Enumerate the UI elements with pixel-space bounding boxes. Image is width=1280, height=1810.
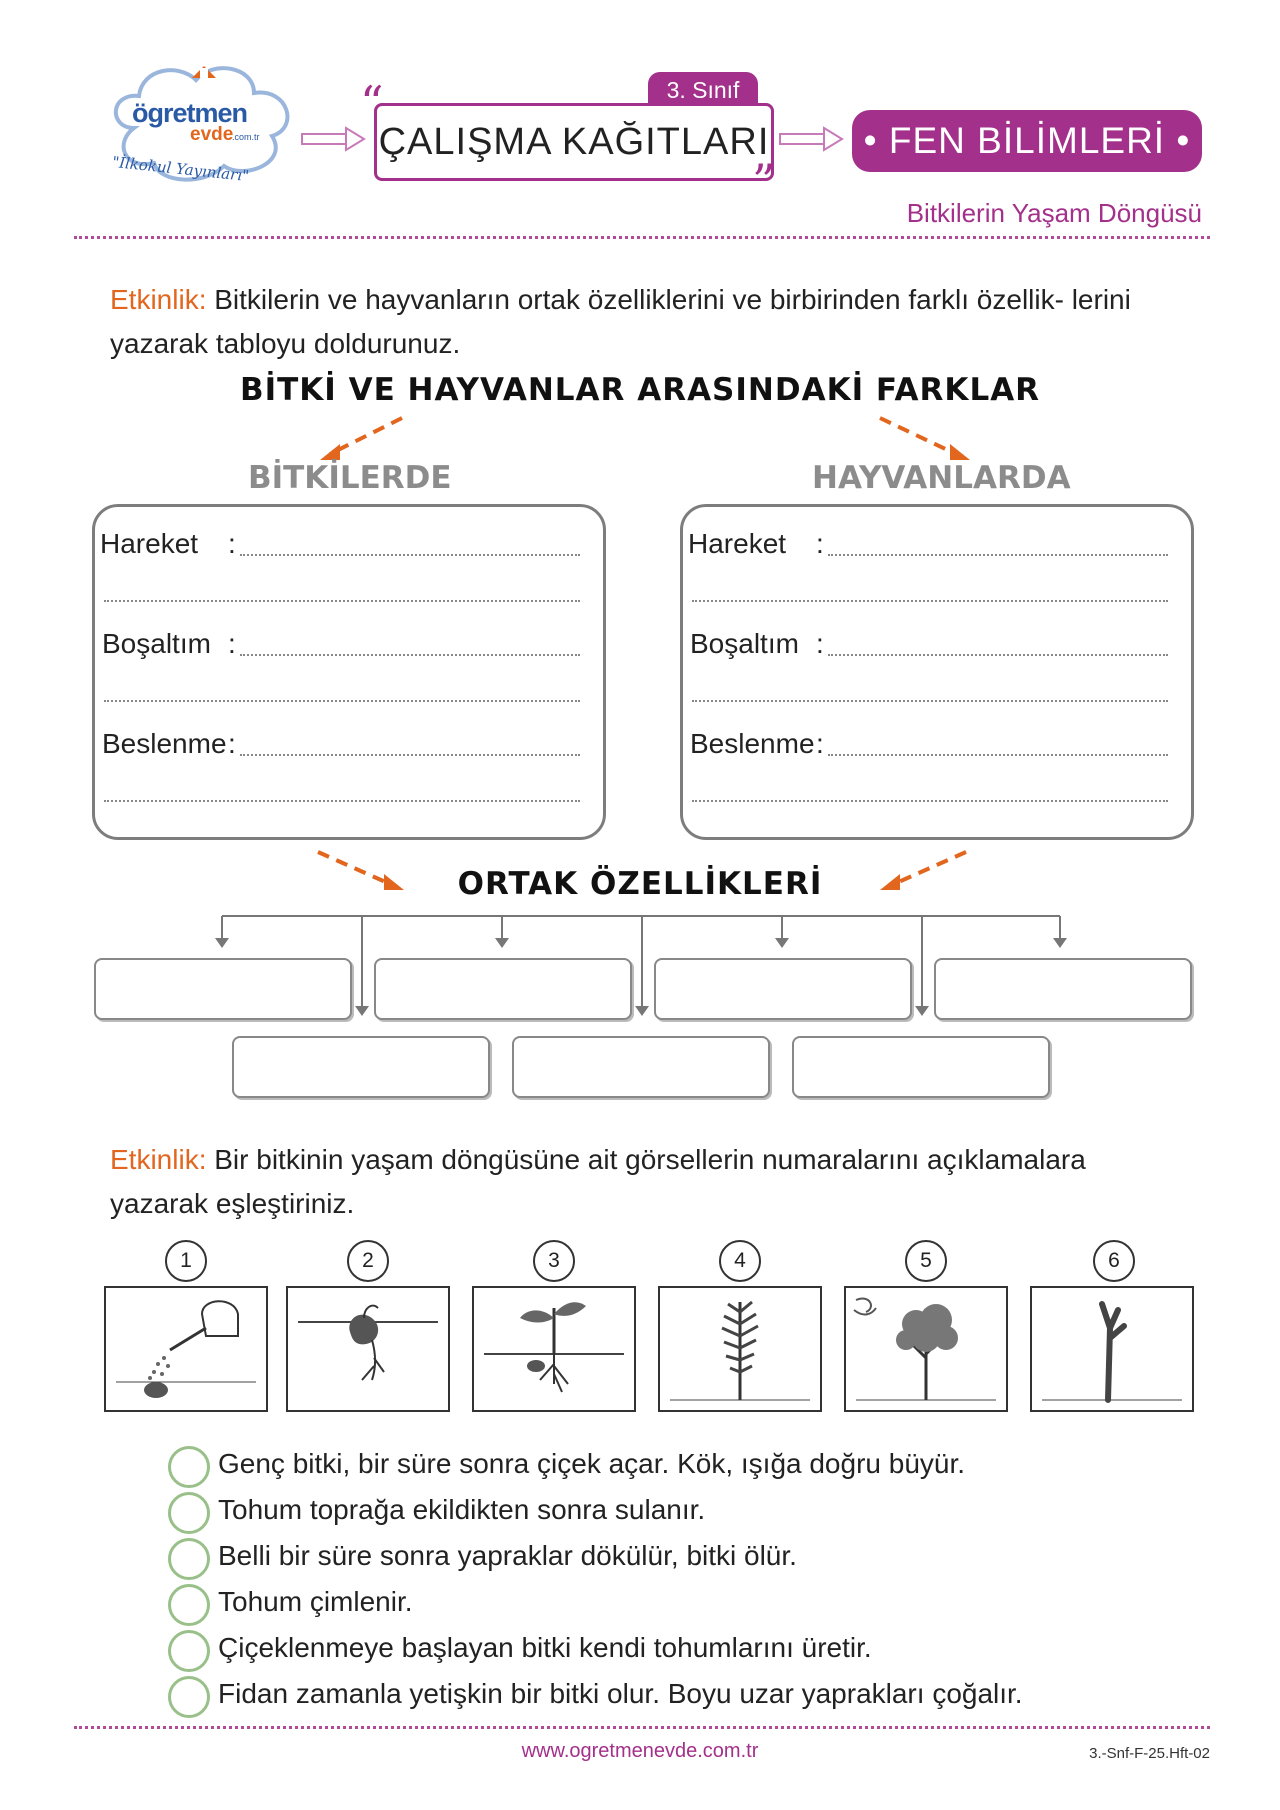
answer-line[interactable] — [828, 754, 1168, 756]
answer-line[interactable] — [240, 554, 580, 556]
logo-word-evde: evde — [190, 124, 234, 145]
row-label-excretion: Boşaltım — [690, 628, 799, 659]
statement-text: Belli bir süre sonra yapraklar dökülür, bitki ölür. — [218, 1540, 797, 1571]
common-feature-box[interactable] — [792, 1036, 1050, 1098]
plants-column-title: BİTKİLERDE — [248, 460, 452, 496]
topic-title: Bitkilerin Yaşam Döngüsü — [906, 198, 1202, 228]
activity-label: Etkinlik: — [110, 1144, 207, 1175]
activity-text: Bir bitkinin yaşam döngüsüne ait görsellerin numaralarını açıklamalara yazarak eşleştiriniz. — [110, 1144, 1086, 1219]
colon: : — [816, 528, 824, 559]
germinating-seed-icon — [288, 1288, 448, 1410]
common-feature-box[interactable] — [512, 1036, 770, 1098]
life-cycle-image-6 — [1030, 1286, 1194, 1412]
life-cycle-image-5 — [844, 1286, 1008, 1412]
row-label-nutrition: Beslenme — [690, 728, 815, 759]
arrow-right-icon — [778, 126, 844, 152]
row-label-excretion: Boşaltım — [102, 628, 211, 659]
young-plant-icon — [660, 1288, 820, 1410]
colon: : — [228, 728, 236, 759]
life-cycle-image-2 — [286, 1286, 450, 1412]
statement-text: Genç bitki, bir süre sonra çiçek açar. Kök, ışığa doğru büyür. — [218, 1448, 966, 1479]
animals-column-title: HAYVANLARDA — [812, 460, 1071, 496]
answer-line[interactable] — [104, 800, 580, 802]
answer-line[interactable] — [692, 800, 1168, 802]
differences-heading: BİTKİ VE HAYVANLAR ARASINDAKİ FARKLAR — [239, 372, 1041, 408]
quote-close-icon: ” — [752, 154, 776, 208]
grade-tab: 3. Sınıf — [648, 72, 758, 106]
common-feature-box[interactable] — [232, 1036, 490, 1098]
statement-text: Tohum çimlenir. — [218, 1586, 413, 1617]
footer-code: 3.-Snf-F-25.Hft-02 — [1089, 1745, 1210, 1762]
dashed-arrow-icon — [870, 410, 980, 466]
statement-text: Çiçeklenmeye başlayan bitki kendi tohumlarını üretir. — [218, 1632, 872, 1663]
activity-2-instruction — [110, 1138, 1190, 1226]
answer-circle[interactable] — [168, 1538, 210, 1580]
answer-line[interactable] — [692, 600, 1168, 602]
quote-open-icon: “ — [360, 76, 384, 130]
arrow-right-icon — [300, 126, 366, 152]
row-label-nutrition: Beslenme — [102, 728, 227, 759]
header-divider — [74, 236, 1210, 239]
step-number: 2 — [347, 1240, 389, 1282]
answer-circle[interactable] — [168, 1492, 210, 1534]
footer-url[interactable]: www.ogretmenevde.com.tr — [521, 1740, 759, 1762]
colon: : — [228, 528, 236, 559]
common-feature-box[interactable] — [94, 958, 352, 1020]
answer-line[interactable] — [828, 654, 1168, 656]
step-number: 5 — [905, 1240, 947, 1282]
common-feature-box[interactable] — [374, 958, 632, 1020]
flowering-tree-icon — [846, 1288, 1006, 1410]
answer-circle[interactable] — [168, 1630, 210, 1672]
step-number: 3 — [533, 1240, 575, 1282]
worksheet-title: ÇALIŞMA KAĞITLARI — [374, 103, 774, 181]
answer-line[interactable] — [692, 700, 1168, 702]
step-number: 1 — [165, 1240, 207, 1282]
activity-1-instruction — [110, 278, 1190, 366]
common-features-heading: ORTAK ÖZELLİKLERİ — [457, 866, 823, 902]
logo-domain: .com.tr — [232, 132, 260, 142]
logo-word: ögretmen — [132, 98, 248, 128]
common-feature-box[interactable] — [654, 958, 912, 1020]
dashed-arrow-icon — [310, 410, 420, 466]
life-cycle-image-1 — [104, 1286, 268, 1412]
subject-badge: • FEN BİLİMLERİ • — [852, 110, 1202, 172]
step-number: 6 — [1093, 1240, 1135, 1282]
common-feature-box[interactable] — [934, 958, 1192, 1020]
step-number: 4 — [719, 1240, 761, 1282]
logo-tagline: "İlkokul Yayınları" — [111, 152, 250, 186]
answer-line[interactable] — [240, 754, 580, 756]
life-cycle-image-3 — [472, 1286, 636, 1412]
dead-tree-icon — [1032, 1288, 1192, 1410]
answer-line[interactable] — [828, 554, 1168, 556]
colon: : — [228, 628, 236, 659]
row-label-movement: Hareket — [688, 528, 787, 559]
answer-line[interactable] — [104, 700, 580, 702]
answer-circle[interactable] — [168, 1584, 210, 1626]
answer-line[interactable] — [104, 600, 580, 602]
watering-can-seed-icon — [106, 1288, 266, 1410]
statement-text: Tohum toprağa ekildikten sonra sulanır. — [218, 1494, 706, 1525]
row-label-movement: Hareket — [100, 528, 199, 559]
answer-circle[interactable] — [168, 1676, 210, 1718]
colon: : — [816, 628, 824, 659]
answer-circle[interactable] — [168, 1446, 210, 1488]
statement-text: Fidan zamanla yetişkin bir bitki olur. Boyu uzar yaprakları çoğalır. — [218, 1678, 1023, 1709]
footer-divider — [74, 1726, 1210, 1729]
seedling-icon — [474, 1288, 634, 1410]
colon: : — [816, 728, 824, 759]
answer-line[interactable] — [240, 654, 580, 656]
life-cycle-image-4 — [658, 1286, 822, 1412]
activity-label: Etkinlik: — [110, 284, 207, 315]
activity-text: Bitkilerin ve hayvanların ortak özelliklerini ve birbirinden farklı özellik- lerini yazarak tabloyu doldurunuz. — [110, 284, 1131, 359]
